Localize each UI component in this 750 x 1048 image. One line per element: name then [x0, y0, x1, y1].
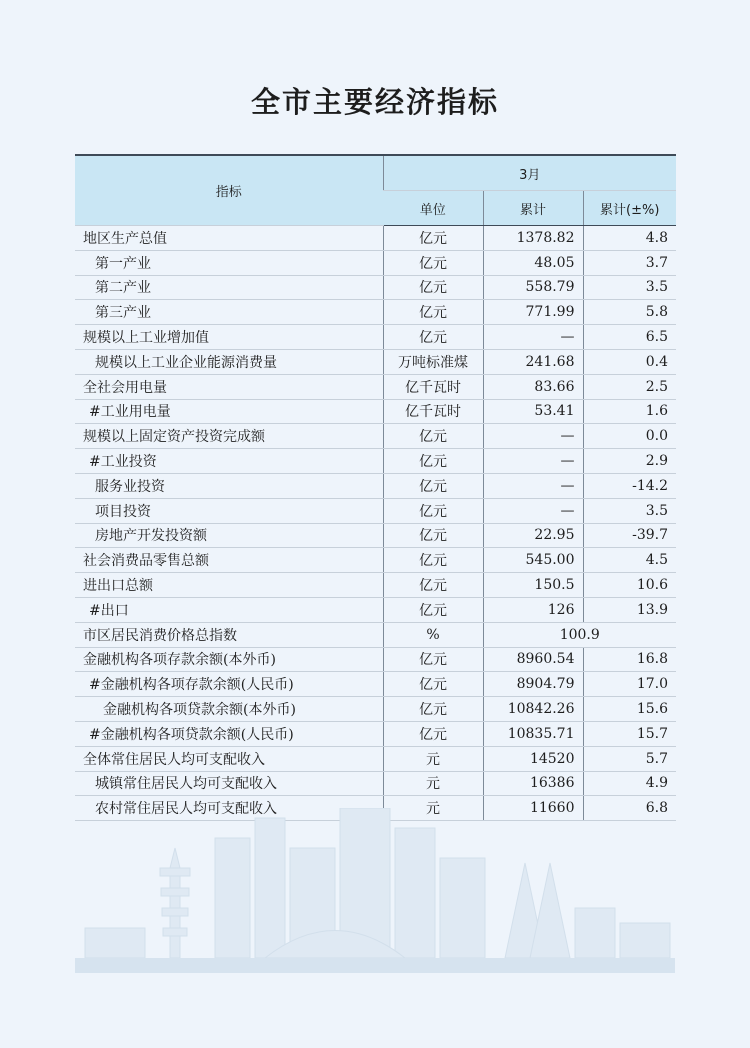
indicator-growth: 2.9: [583, 449, 676, 474]
indicator-growth: 5.7: [583, 746, 676, 771]
indicator-unit: 亿元: [383, 672, 483, 697]
indicator-value: 100.9: [483, 622, 676, 647]
table-row: [75, 672, 676, 697]
table-row: [75, 300, 676, 325]
page-title: 全市主要经济指标: [250, 85, 499, 119]
table-body: [75, 226, 676, 821]
indicator-unit: 亿元: [383, 300, 483, 325]
table-row: [75, 548, 676, 573]
indicator-unit: 元: [383, 771, 483, 796]
indicator-value: 150.5: [483, 573, 583, 598]
indicator-value: 1378.82: [483, 226, 583, 251]
table-row: [75, 697, 676, 722]
table-row: [75, 523, 676, 548]
indicator-value: —: [483, 424, 583, 449]
indicator-unit: 亿元: [383, 473, 483, 498]
indicator-unit: 亿千瓦时: [383, 374, 483, 399]
indicator-unit: 亿元: [383, 449, 483, 474]
indicator-name: 第二产业: [75, 275, 383, 300]
indicator-growth: 6.8: [583, 796, 676, 821]
city-skyline-illustration: [75, 808, 675, 973]
indicator-value: 48.05: [483, 250, 583, 275]
indicator-unit: 亿元: [383, 424, 483, 449]
indicator-growth: 15.6: [583, 697, 676, 722]
header-period: 3月: [383, 155, 676, 191]
indicator-value: 8960.54: [483, 647, 583, 672]
indicator-unit: 亿元: [383, 697, 483, 722]
header-unit: 单位: [383, 191, 483, 226]
indicator-growth: 0.0: [583, 424, 676, 449]
table-row: [75, 647, 676, 672]
indicator-growth: 6.5: [583, 325, 676, 350]
indicator-growth: -14.2: [583, 473, 676, 498]
indicator-value: —: [483, 498, 583, 523]
indicator-growth: 13.9: [583, 597, 676, 622]
table-row: [75, 424, 676, 449]
indicator-name: 全社会用电量: [75, 374, 383, 399]
indicator-growth: 0.4: [583, 349, 676, 374]
indicator-growth: -39.7: [583, 523, 676, 548]
indicator-unit: 亿元: [383, 647, 483, 672]
indicator-name: 全体常住居民人均可支配收入: [75, 746, 383, 771]
indicator-growth: 1.6: [583, 399, 676, 424]
table-row: [75, 771, 676, 796]
indicator-value: 241.68: [483, 349, 583, 374]
table-row: [75, 325, 676, 350]
indicator-value: 10842.26: [483, 697, 583, 722]
indicator-value: 53.41: [483, 399, 583, 424]
indicator-growth: 4.5: [583, 548, 676, 573]
indicator-value: 11660: [483, 796, 583, 821]
table-row: [75, 399, 676, 424]
indicator-unit: 亿元: [383, 226, 483, 251]
indicator-unit: 元: [383, 746, 483, 771]
indicator-value: 558.79: [483, 275, 583, 300]
indicator-name: #金融机构各项贷款余额(人民币): [75, 721, 383, 746]
indicator-value: —: [483, 325, 583, 350]
table-row: [75, 226, 676, 251]
indicator-growth: 3.7: [583, 250, 676, 275]
indicator-growth: 10.6: [583, 573, 676, 598]
indicator-name: #出口: [75, 597, 383, 622]
indicator-name: 金融机构各项贷款余额(本外币): [75, 697, 383, 722]
indicator-name: 第一产业: [75, 250, 383, 275]
indicator-name: 规模以上工业企业能源消费量: [75, 349, 383, 374]
indicator-value: 126: [483, 597, 583, 622]
indicator-name: #工业投资: [75, 449, 383, 474]
indicator-value: 22.95: [483, 523, 583, 548]
indicator-name: 农村常住居民人均可支配收入: [75, 796, 383, 821]
indicator-name: 城镇常住居民人均可支配收入: [75, 771, 383, 796]
indicator-name: 进出口总额: [75, 573, 383, 598]
table-row: [75, 250, 676, 275]
indicator-growth: 2.5: [583, 374, 676, 399]
indicator-growth: 3.5: [583, 498, 676, 523]
table-row: [75, 473, 676, 498]
indicator-unit: 亿元: [383, 325, 483, 350]
indicator-unit: 亿元: [383, 597, 483, 622]
indicator-name: 房地产开发投资额: [75, 523, 383, 548]
indicator-name: 社会消费品零售总额: [75, 548, 383, 573]
table-row: [75, 349, 676, 374]
header-cumulative: 累计: [483, 191, 583, 226]
indicator-unit: 亿千瓦时: [383, 399, 483, 424]
indicator-name: 金融机构各项存款余额(本外币): [75, 647, 383, 672]
indicator-name: 第三产业: [75, 300, 383, 325]
indicator-unit: 亿元: [383, 523, 483, 548]
indicator-name: #工业用电量: [75, 399, 383, 424]
table-row: [75, 597, 676, 622]
indicator-name: 规模以上工业增加值: [75, 325, 383, 350]
indicator-name: #金融机构各项存款余额(人民币): [75, 672, 383, 697]
indicator-unit: 元: [383, 796, 483, 821]
indicator-value: 771.99: [483, 300, 583, 325]
indicator-value: 16386: [483, 771, 583, 796]
indicator-name: 地区生产总值: [75, 226, 383, 251]
indicator-unit: 亿元: [383, 573, 483, 598]
indicator-value: —: [483, 473, 583, 498]
indicator-unit: 亿元: [383, 548, 483, 573]
indicator-unit: 亿元: [383, 498, 483, 523]
header-indicator: 指标: [75, 155, 383, 226]
indicator-name: 市区居民消费价格总指数: [75, 622, 383, 647]
table-row: [75, 275, 676, 300]
indicator-growth: 15.7: [583, 721, 676, 746]
indicator-growth: 17.0: [583, 672, 676, 697]
indicator-growth: 4.8: [583, 226, 676, 251]
indicator-name: 项目投资: [75, 498, 383, 523]
table-row: [75, 498, 676, 523]
table-row: [75, 573, 676, 598]
indicator-growth: 5.8: [583, 300, 676, 325]
indicator-value: 8904.79: [483, 672, 583, 697]
header-growth: 累计(±%): [583, 191, 676, 226]
table-row: [75, 622, 676, 647]
table-row: [75, 449, 676, 474]
indicator-unit: 万吨标准煤: [383, 349, 483, 374]
indicator-unit: 亿元: [383, 275, 483, 300]
table-row: [75, 374, 676, 399]
indicator-value: —: [483, 449, 583, 474]
indicator-unit: 亿元: [383, 721, 483, 746]
indicators-table: [75, 154, 676, 821]
indicator-growth: 3.5: [583, 275, 676, 300]
indicator-unit: %: [383, 622, 483, 647]
indicator-value: 545.00: [483, 548, 583, 573]
indicator-value: 83.66: [483, 374, 583, 399]
table-row: [75, 721, 676, 746]
indicator-value: 10835.71: [483, 721, 583, 746]
indicator-unit: 亿元: [383, 250, 483, 275]
indicator-name: 服务业投资: [75, 473, 383, 498]
indicator-value: 14520: [483, 746, 583, 771]
indicator-name: 规模以上固定资产投资完成额: [75, 424, 383, 449]
indicator-growth: 4.9: [583, 771, 676, 796]
indicator-growth: 16.8: [583, 647, 676, 672]
table-row: [75, 746, 676, 771]
